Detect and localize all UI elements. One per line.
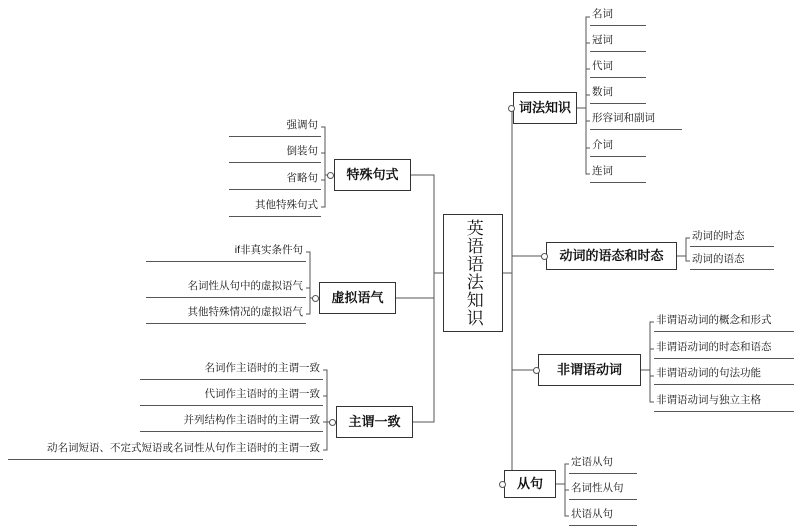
leaf-node[interactable]: 强调句	[229, 117, 321, 137]
branch-node-teshujushi[interactable]: 特殊句式	[334, 159, 411, 191]
branch-node-cifa[interactable]: 词法知识	[513, 92, 577, 124]
leaf-node[interactable]: 名词性从句中的虚拟语气	[146, 278, 306, 298]
leaf-node[interactable]: 省略句	[229, 170, 321, 190]
leaf-node[interactable]: 动名词短语、不定式短语或名词性从句作主语时的主谓一致	[8, 440, 323, 460]
leaf-node[interactable]: 形容词和副词	[590, 110, 682, 130]
leaf-node[interactable]: 名词性从句	[569, 480, 637, 500]
leaf-node[interactable]: 介词	[590, 137, 646, 157]
leaf-node[interactable]: 动词的语态	[690, 251, 774, 270]
leaf-node[interactable]: 连词	[590, 163, 646, 183]
leaf-node[interactable]: 动词的时态	[690, 228, 774, 247]
leaf-node[interactable]: 名词作主语时的主谓一致	[140, 360, 323, 380]
leaf-node[interactable]: 倒装句	[229, 143, 321, 163]
leaf-node[interactable]: if非真实条件句	[146, 242, 306, 262]
collapse-knob-icon[interactable]	[541, 253, 548, 260]
root-node[interactable]: 英语语法知识	[443, 214, 503, 332]
collapse-knob-icon[interactable]	[327, 172, 334, 179]
leaf-node[interactable]: 其他特殊句式	[229, 197, 321, 217]
leaf-node[interactable]: 非谓语动词的句法功能	[654, 365, 794, 385]
leaf-node[interactable]: 其他特殊情况的虚拟语气	[146, 304, 306, 324]
leaf-node[interactable]: 定语从句	[569, 454, 637, 474]
branch-node-zhuweiyizhi[interactable]: 主谓一致	[336, 406, 413, 438]
leaf-node[interactable]: 非谓语动词与独立主格	[654, 392, 794, 412]
leaf-node[interactable]: 代词	[590, 58, 646, 78]
branch-node-xuniyuqi[interactable]: 虚拟语气	[319, 282, 396, 314]
leaf-node[interactable]: 非谓语动词的时态和语态	[654, 339, 794, 359]
leaf-node[interactable]: 数词	[590, 84, 646, 104]
leaf-node[interactable]: 名词	[590, 6, 646, 26]
leaf-node[interactable]: 非谓语动词的概念和形式	[654, 312, 794, 332]
collapse-knob-icon[interactable]	[329, 419, 336, 426]
leaf-node[interactable]: 并列结构作主语时的主谓一致	[140, 412, 323, 432]
collapse-knob-icon[interactable]	[499, 481, 506, 488]
collapse-knob-icon[interactable]	[312, 295, 319, 302]
leaf-node[interactable]: 冠词	[590, 32, 646, 52]
leaf-node[interactable]: 代词作主语时的主谓一致	[140, 386, 323, 406]
branch-node-feiweiyu[interactable]: 非谓语动词	[538, 354, 641, 386]
collapse-knob-icon[interactable]	[508, 105, 515, 112]
collapse-knob-icon[interactable]	[533, 367, 540, 374]
branch-node-congju[interactable]: 从句	[504, 470, 556, 498]
leaf-node[interactable]: 状语从句	[569, 506, 637, 526]
branch-node-yutai-shitai[interactable]: 动词的语态和时态	[546, 242, 677, 270]
